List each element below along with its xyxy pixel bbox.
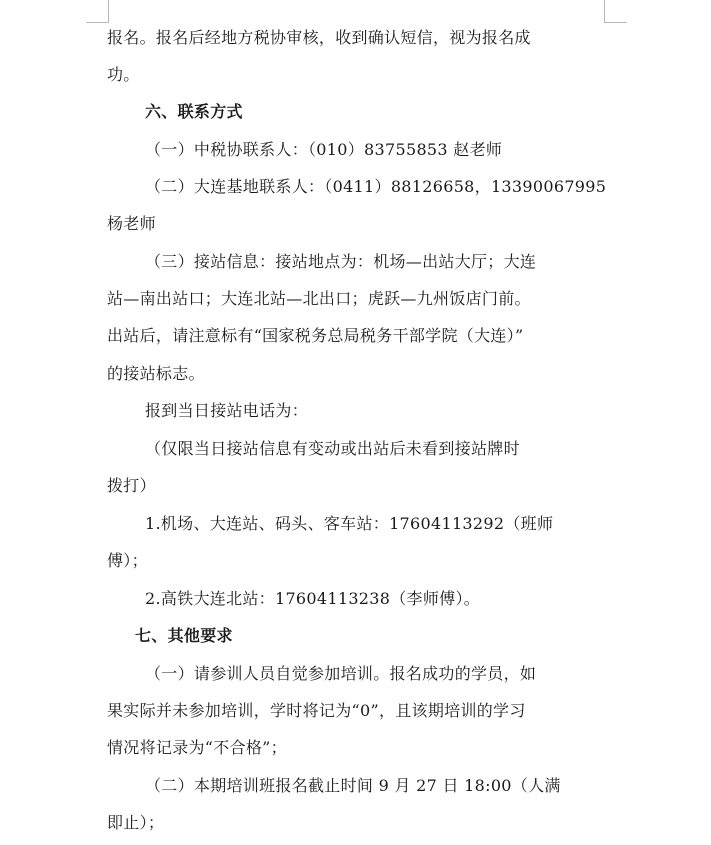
body-text-line: 站—南出站口；大连北站—北出口；虎跃—九州饭店门前。: [107, 289, 531, 308]
body-text-line: 的接站标志。: [107, 364, 205, 383]
body-text-line: 2.高铁大连北站：17604113238（李师傅）。: [145, 589, 481, 608]
body-text-line: 报名。报名后经地方税协审核，收到确认短信，视为报名成: [107, 28, 531, 47]
body-text-line: 拨打）: [107, 476, 156, 495]
body-text-line: 出站后，请注意标有“国家税务总局税务干部学院（大连）”: [107, 326, 524, 345]
body-text-line: （三）接站信息：接站地点为：机场—出站大厅；大连: [145, 252, 537, 271]
section-heading-other-requirements: 七、其他要求: [135, 626, 233, 645]
body-text-line: 功。: [107, 65, 140, 84]
body-text-line: 报到当日接站电话为：: [145, 401, 309, 420]
body-text-line: （仅限当日接站信息有变动或出站后未看到接站牌时: [145, 439, 520, 458]
body-text-line: （一）请参训人员自觉参加培训。报名成功的学员，如: [145, 664, 537, 683]
page-corner-mark-left: [86, 0, 109, 23]
body-text-line: （二）本期培训班报名截止时间 9 月 27 日 18:00（人满: [145, 776, 561, 795]
body-text-line: 情况将记录为“不合格”；: [107, 738, 287, 757]
page-corner-mark-right: [604, 0, 627, 23]
body-text-line: 果实际并未参加培训，学时将记为“0”，且该期培训的学习: [107, 701, 526, 720]
body-text-line: （二）大连基地联系人：（0411）88126658，13390067995: [145, 177, 607, 196]
body-text-line: 杨老师: [107, 214, 156, 233]
body-text-line: （一）中税协联系人：（010）83755853 赵老师: [145, 140, 503, 159]
body-text-line: 即止）；: [107, 813, 165, 832]
section-heading-contact: 六、联系方式: [145, 102, 243, 121]
body-text-line: 1.机场、大连站、码头、客车站：17604113292（班师: [145, 514, 554, 533]
body-text-line: 傅）；: [107, 551, 148, 570]
